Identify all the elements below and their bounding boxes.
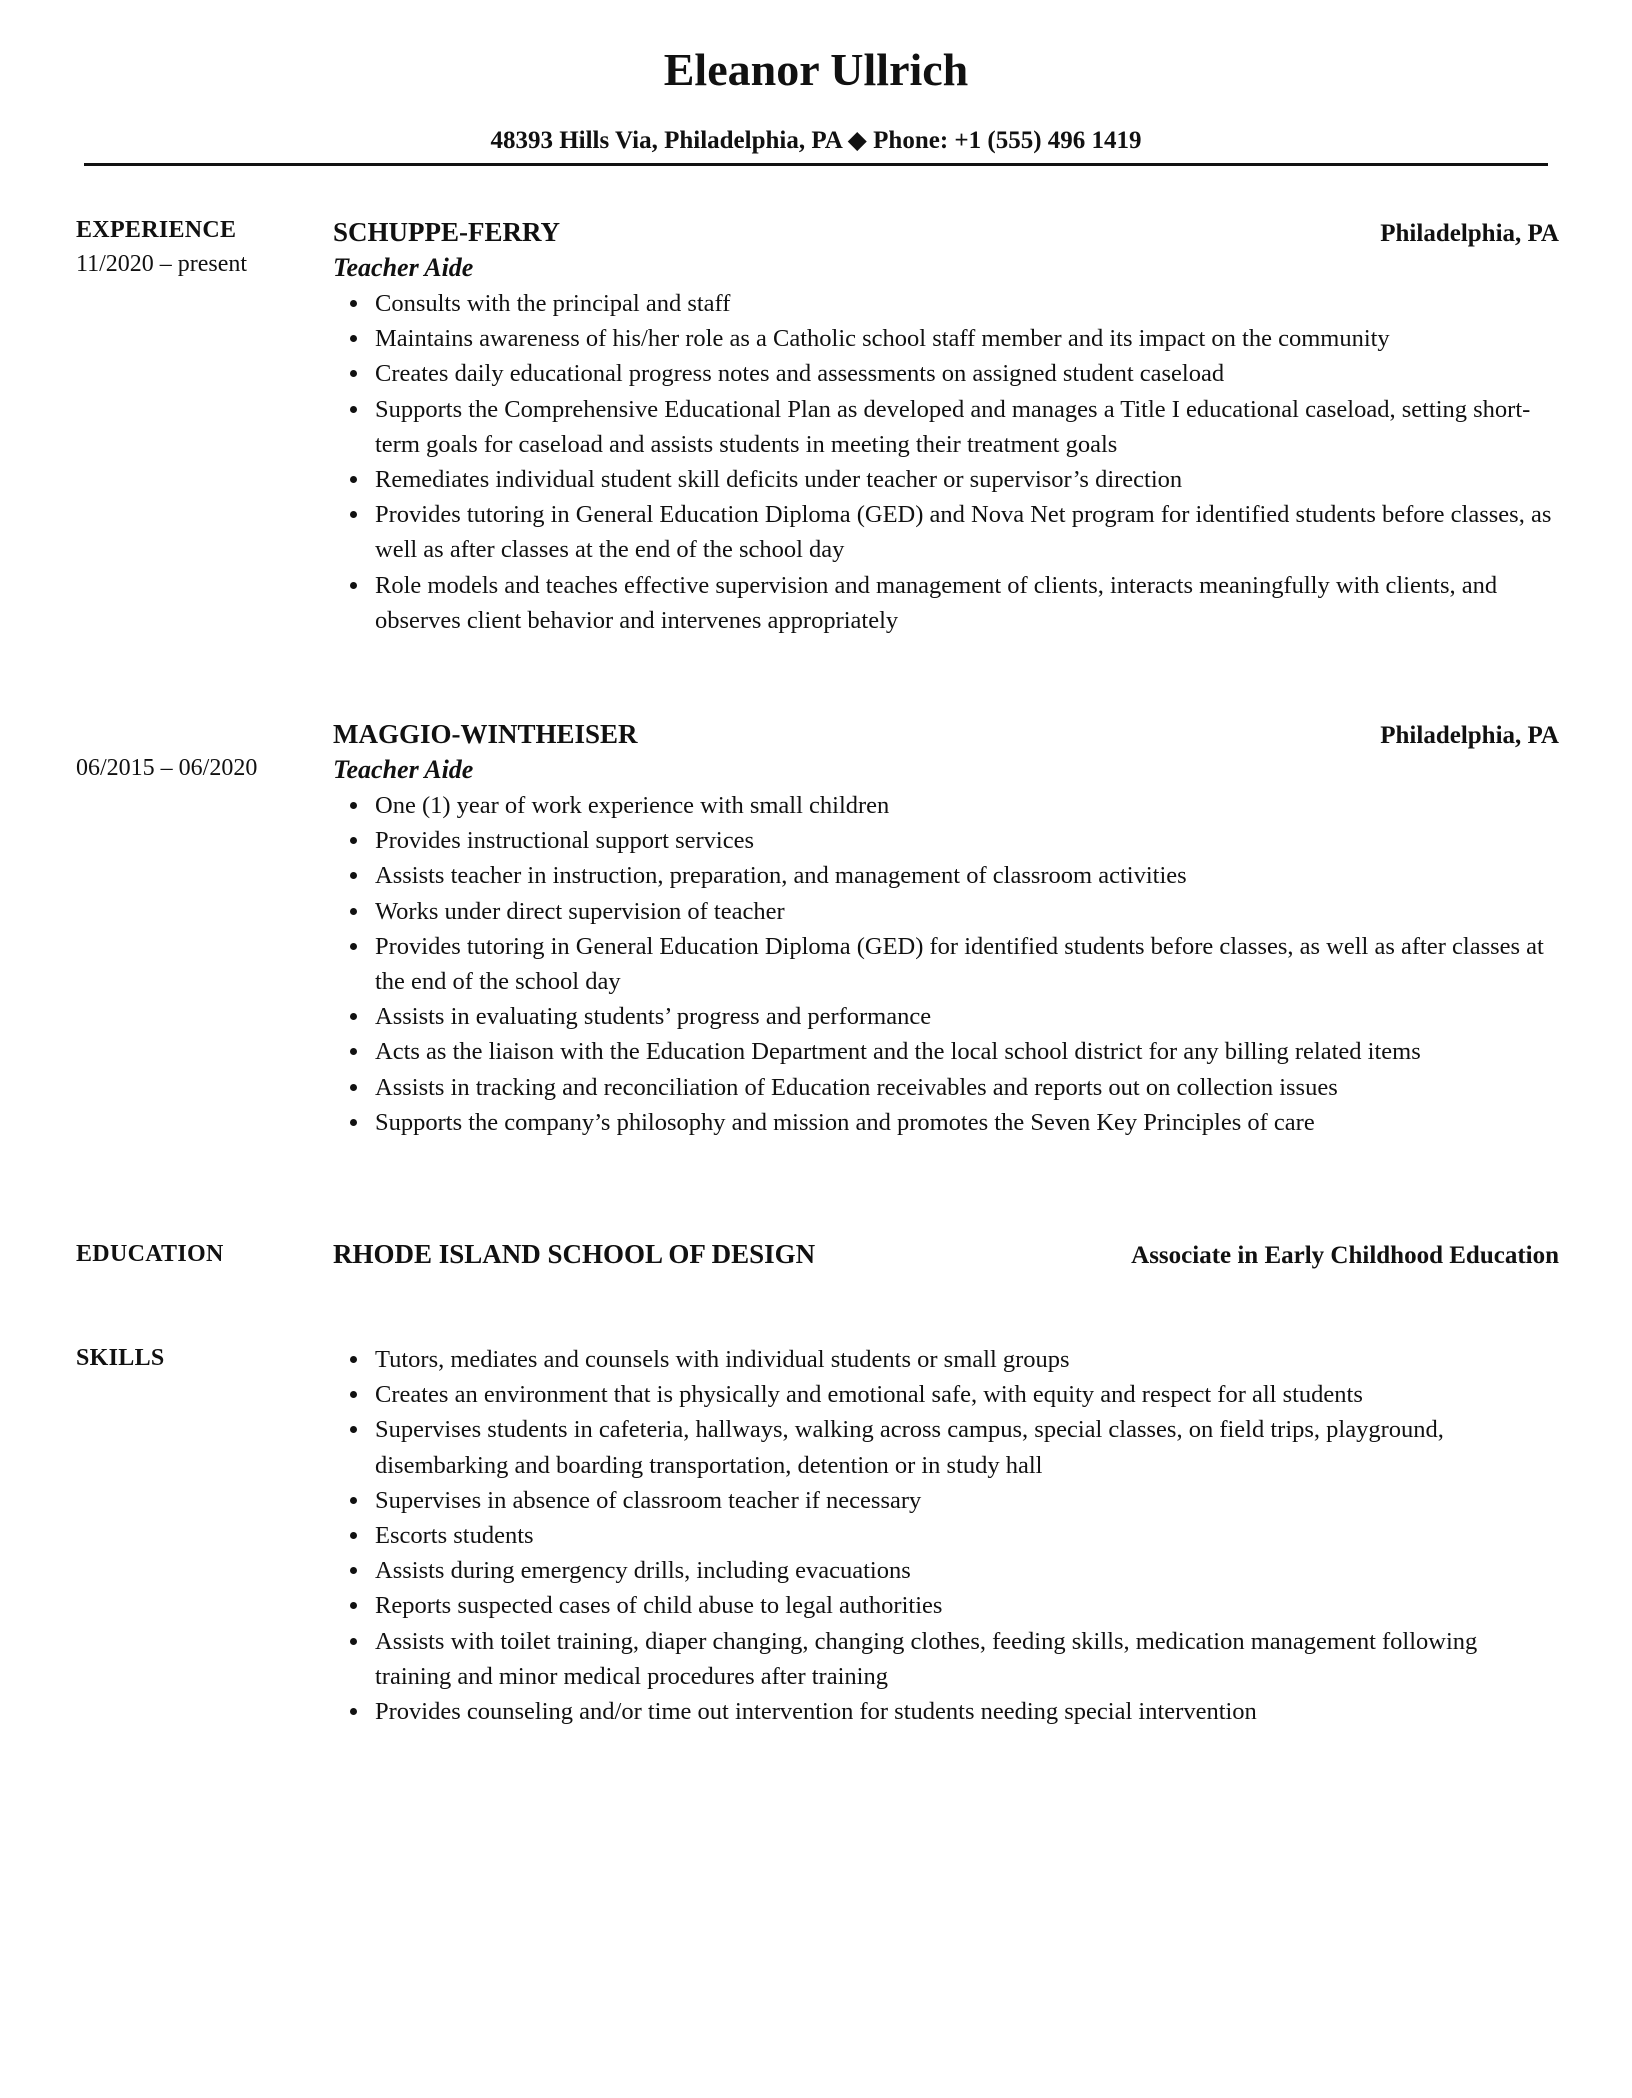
bullet-icon — [350, 1426, 357, 1433]
bullet-icon — [350, 300, 357, 307]
bullet-icon — [350, 872, 357, 879]
list-item: Assists in tracking and reconciliation of Education receivables and reports out on collection issues — [333, 1070, 1559, 1105]
list-item: Escorts students — [333, 1518, 1559, 1553]
skills-heading: SKILLS — [76, 1345, 165, 1371]
list-item: Consults with the principal and staff — [333, 286, 1559, 321]
bullet-icon — [350, 837, 357, 844]
list-item: Role models and teaches effective supervision and management of clients, interacts meaningfully with clients, and observes client behavior and intervenes appropriately — [333, 568, 1559, 638]
list-item: Provides counseling and/or time out intervention for students needing special intervention — [333, 1694, 1559, 1729]
list-item: One (1) year of work experience with small children — [333, 788, 1559, 823]
job-1-dates: 11/2020 – present — [76, 251, 248, 277]
job-1 — [333, 214, 1559, 638]
bullet-icon — [350, 1084, 357, 1091]
bullet-icon — [350, 1119, 357, 1126]
list-item: Reports suspected cases of child abuse to legal authorities — [333, 1588, 1559, 1623]
skills-list-block — [333, 1342, 1559, 1729]
bullet-icon — [350, 1567, 357, 1574]
list-item: Provides tutoring in General Education Diploma (GED) and Nova Net program for identified students before classes, as well as after classes at the end of the school day — [333, 497, 1559, 567]
education-school: RHODE ISLAND SCHOOL OF DESIGN — [333, 1239, 816, 1269]
job-2-company: MAGGIO-WINTHEISER — [333, 719, 638, 749]
list-item: Assists during emergency drills, including evacuations — [333, 1553, 1559, 1588]
job-1-company: SCHUPPE-FERRY — [333, 217, 561, 247]
job-1-location: Philadelphia, PA — [1380, 220, 1559, 247]
list-item: Provides instructional support services — [333, 823, 1559, 858]
job-2 — [333, 716, 1559, 1140]
list-item: Assists in evaluating students’ progress and performance — [333, 999, 1559, 1034]
contact-line: 48393 Hills Via, Philadelphia, PA ◆ Phone: +1 (555) 496 1419 — [490, 127, 1142, 154]
experience-heading: EXPERIENCE — [76, 217, 237, 243]
job-1-bullets — [333, 286, 1559, 638]
candidate-name: Eleanor Ullrich — [663, 44, 969, 95]
list-item: Works under direct supervision of teacher — [333, 894, 1559, 929]
list-item: Assists teacher in instruction, preparation, and management of classroom activities — [333, 858, 1559, 893]
bullet-icon — [350, 908, 357, 915]
education-heading: EDUCATION — [76, 1241, 224, 1267]
skills-bullets — [333, 1342, 1559, 1729]
job-2-location: Philadelphia, PA — [1380, 722, 1559, 749]
job-1-title: Teacher Aide — [333, 253, 474, 282]
list-item: Maintains awareness of his/her role as a Catholic school staff member and its impact on the community — [333, 321, 1559, 356]
list-item: Acts as the liaison with the Education Department and the local school district for any billing related items — [333, 1034, 1559, 1069]
bullet-icon — [350, 1356, 357, 1363]
bullet-icon — [350, 1497, 357, 1504]
job-2-title: Teacher Aide — [333, 755, 474, 784]
list-item: Provides tutoring in General Education Diploma (GED) for identified students before classes, as well as after classes at the end of the school day — [333, 929, 1559, 999]
bullet-icon — [350, 1391, 357, 1398]
bullet-icon — [350, 335, 357, 342]
job-2-dates: 06/2015 – 06/2020 — [76, 755, 258, 781]
bullet-icon — [350, 476, 357, 483]
bullet-icon — [350, 1602, 357, 1609]
list-item: Supports the company’s philosophy and mission and promotes the Seven Key Principles of care — [333, 1105, 1559, 1140]
education-entry — [333, 1236, 1559, 1272]
bullet-icon — [350, 370, 357, 377]
job-2-bullets — [333, 788, 1559, 1140]
bullet-icon — [350, 511, 357, 518]
list-item: Remediates individual student skill deficits under teacher or supervisor’s direction — [333, 462, 1559, 497]
list-item: Supervises in absence of classroom teacher if necessary — [333, 1483, 1559, 1518]
list-item: Creates an environment that is physically and emotional safe, with equity and respect for all students — [333, 1377, 1559, 1412]
list-item: Supervises students in cafeteria, hallways, walking across campus, special classes, on field trips, playground, disembarking and boarding transportation, detention or in study hall — [333, 1412, 1559, 1482]
bullet-icon — [350, 1013, 357, 1020]
bullet-icon — [350, 406, 357, 413]
bullet-icon — [350, 1708, 357, 1715]
bullet-icon — [350, 1532, 357, 1539]
bullet-icon — [350, 582, 357, 589]
education-degree: Associate in Early Childhood Education — [1131, 1242, 1559, 1269]
list-item: Supports the Comprehensive Educational Plan as developed and manages a Title I educational caseload, setting short-term goals for caseload and assists students in meeting their treatment goals — [333, 392, 1559, 462]
list-item: Assists with toilet training, diaper changing, changing clothes, feeding skills, medication management following training and minor medical procedures after training — [333, 1624, 1559, 1694]
bullet-icon — [350, 802, 357, 809]
bullet-icon — [350, 1638, 357, 1645]
list-item: Creates daily educational progress notes and assessments on assigned student caseload — [333, 356, 1559, 391]
list-item: Tutors, mediates and counsels with individual students or small groups — [333, 1342, 1559, 1377]
header-divider — [84, 163, 1548, 166]
bullet-icon — [350, 1048, 357, 1055]
bullet-icon — [350, 943, 357, 950]
